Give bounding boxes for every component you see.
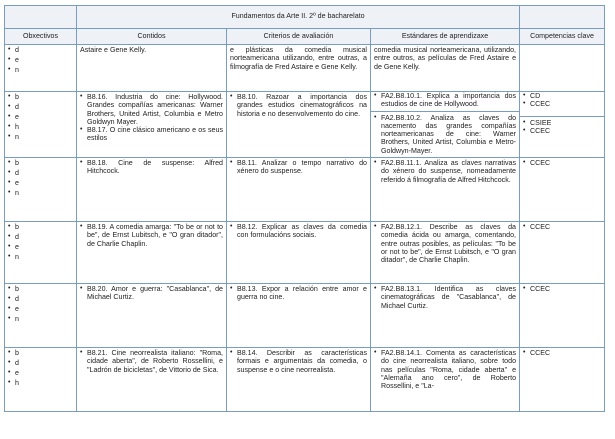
content-item: • B8.16. Industria do cine: Hollywood. Grandes compañías americanas: Warner Brothers, United Artist, Columbia e Metro Goldwyn Mayer. <box>80 93 223 126</box>
criteria-cell <box>227 284 371 348</box>
competences-cell <box>520 92 605 158</box>
table-row <box>5 348 605 412</box>
objective-item: • b <box>8 223 73 231</box>
table-title: Fundamentos da Arte II. 2º de bacharelato <box>77 6 520 29</box>
standard-item: • FA2.B8.10.1. Explica a importancia dos estudios de cine de Hollywood. <box>374 92 516 109</box>
content-cell <box>77 158 227 222</box>
column-header-objectives: Obxectivos <box>5 29 77 45</box>
column-header-competences: Competencias clave <box>520 29 605 45</box>
objective-item: • n <box>8 253 73 261</box>
competences-cell <box>520 222 605 284</box>
column-header-standards: Estándares de aprendizaxe <box>371 29 520 45</box>
objective-item: • d <box>8 295 73 303</box>
table-row <box>5 222 605 284</box>
objectives-cell <box>5 222 77 284</box>
title-spacer-cell <box>520 6 605 29</box>
criteria-cell <box>227 222 371 284</box>
content-item: • B8.18. Cine de suspense: Alfred Hitchcock. <box>80 159 223 176</box>
column-header-criteria: Criterios de avaliación <box>227 29 371 45</box>
criteria-item: • B8.12. Explicar as claves da comedia con formulacións sociais. <box>230 223 367 240</box>
competence-item: • CSIEE <box>523 119 601 127</box>
content-cell <box>77 45 227 92</box>
objectives-cell <box>5 348 77 412</box>
competence-item: • CCEC <box>523 127 601 135</box>
objective-item: • e <box>8 369 73 377</box>
column-header-row <box>5 29 605 45</box>
content-cell <box>77 284 227 348</box>
objective-item: • d <box>8 103 73 111</box>
objective-item: • b <box>8 159 73 167</box>
objective-item: • h <box>8 123 73 131</box>
standard-item: • FA2.B8.12.1. Describe as claves da comedia ácida ou amarga, comentando, entre outras posibles, as películas: "To be or not to be", de Ernst Lubitsch, e "O gran ditador", de Charlie Chaplin. <box>374 223 516 264</box>
criteria-text: e plásticas da comedia musical norteamericana utilizando, entre outras, a filmografía de Fred Astaire e Gene Kelly. <box>230 46 367 71</box>
table-row <box>5 284 605 348</box>
standards-cell <box>371 92 520 158</box>
objective-item: • d <box>8 46 73 54</box>
content-cell <box>77 92 227 158</box>
standard-item: • FA2.B8.11.1. Analiza as claves narrativas do xénero do suspense, nomeadamente referido á filmografía de Alfred Hitchcock. <box>374 159 516 184</box>
competence-item: • CCEC <box>523 285 601 293</box>
objective-item: • b <box>8 285 73 293</box>
competences-cell <box>520 284 605 348</box>
standards-cell <box>371 348 520 412</box>
objective-item: • e <box>8 243 73 251</box>
criteria-item: • B8.14. Describir as características formais e argumentais da comedia, o suspense e o cine neorrealista. <box>230 349 367 374</box>
objective-item: • d <box>8 359 73 367</box>
competences-cell <box>520 158 605 222</box>
objectives-cell <box>5 158 77 222</box>
objective-item: • h <box>8 379 73 387</box>
objective-item: • n <box>8 315 73 323</box>
table-row <box>5 92 605 158</box>
competence-item: • CCEC <box>523 100 601 108</box>
table-title-row <box>5 6 605 29</box>
criteria-cell <box>227 158 371 222</box>
table-row <box>5 45 605 92</box>
criteria-item: • B8.11. Analizar o tempo narrativo do xénero do suspense. <box>230 159 367 176</box>
content-item: • B8.17. O cine clásico americano e os seus estilos <box>80 126 223 143</box>
document-page <box>4 5 604 412</box>
objective-item: • n <box>8 189 73 197</box>
competence-item: • CCEC <box>523 223 601 231</box>
competences-cell <box>520 348 605 412</box>
objective-item: • e <box>8 179 73 187</box>
objective-item: • e <box>8 305 73 313</box>
objective-item: • b <box>8 349 73 357</box>
content-item: • B8.21. Cine neorrealista italiano: "Roma, cidade aberta", de Roberto Rossellini, e "Ladrón de bicicletas", de Vittorio de Sica. <box>80 349 223 374</box>
competences-cell <box>520 45 605 92</box>
content-cell <box>77 348 227 412</box>
title-spacer-cell <box>5 6 77 29</box>
criteria-cell <box>227 348 371 412</box>
objective-item: • d <box>8 233 73 241</box>
criteria-cell <box>227 92 371 158</box>
standard-item: • FA2.B8.13.1. Identifica as claves cinematográficas de "Casablanca", de Michael Curtiz. <box>374 285 516 310</box>
standards-cell <box>371 45 520 92</box>
content-cell <box>77 222 227 284</box>
table-row <box>5 158 605 222</box>
objectives-cell <box>5 92 77 158</box>
competence-item: • CD <box>523 92 601 100</box>
standard-item: • FA2.B8.14.1. Comenta as características do cine neorrealista italiano, sobre todo nas películas "Roma, cidade aberta" e "Alemaña ano cero", de Roberto Rossellini, e "La- <box>374 349 516 390</box>
standards-cell <box>371 284 520 348</box>
objective-item: • n <box>8 133 73 141</box>
criteria-item: • B8.10. Razoar a importancia dos grandes estudios cinematográficos na historia e no desenvolvemento do cine. <box>230 93 367 118</box>
standards-cell <box>371 158 520 222</box>
content-item: • B8.20. Amor e guerra: "Casablanca", de Michael Curtiz. <box>80 285 223 302</box>
objectives-cell <box>5 284 77 348</box>
objective-item: • d <box>8 169 73 177</box>
column-header-contents: Contidos <box>77 29 227 45</box>
content-text: Astaire e Gene Kelly. <box>80 46 147 54</box>
content-item: • B8.19. A comedia amarga: "To be or not to be", de Ernst Lubitsch, e "O gran ditador", de Charlie Chaplin. <box>80 223 223 248</box>
objective-item: • e <box>8 56 73 64</box>
objectives-cell <box>5 45 77 92</box>
objective-item: • b <box>8 93 73 101</box>
standards-cell <box>371 222 520 284</box>
competence-item: • CCEC <box>523 159 601 167</box>
competence-item: • CCEC <box>523 349 601 357</box>
standard-text: comedia musical norteamericana, utilizando, entre outros, as películas de Fred Astaire e de Gene Kelly. <box>374 46 517 71</box>
criteria-item: • B8.13. Expor a relación entre amor e guerra no cine. <box>230 285 367 302</box>
standard-item: • FA2.B8.10.2. Analiza as claves do nacemento das grandes compañías norteamericanas de cine: Warner Brothers, United Artist, Columbia e Metro-Goldwyn-Mayer. <box>374 114 516 155</box>
objective-item: • n <box>8 66 73 74</box>
objective-item: • e <box>8 113 73 121</box>
curriculum-table <box>4 5 605 412</box>
criteria-cell <box>227 45 371 92</box>
